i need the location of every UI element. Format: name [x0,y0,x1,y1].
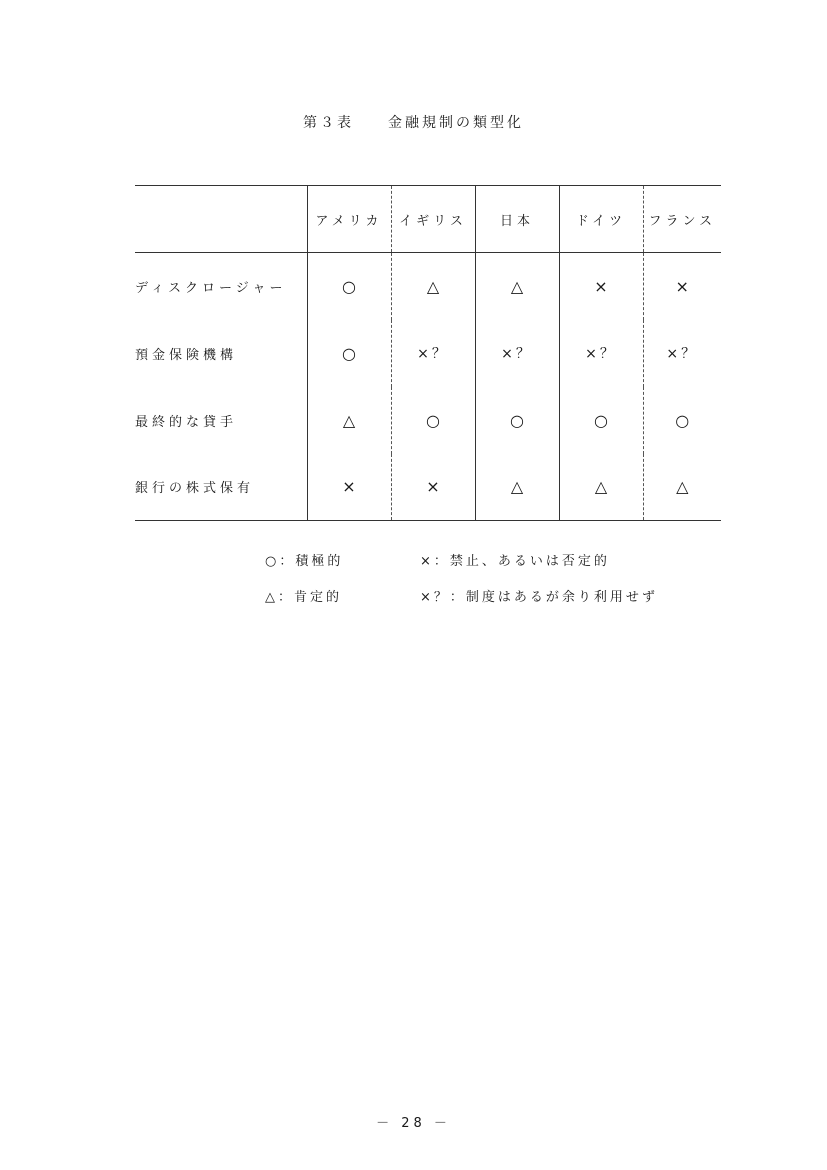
table-row [135,454,721,521]
cell-mark: △ [510,276,524,296]
cell-mark: △ [676,477,689,497]
table-row [135,320,721,387]
cell-mark: △ [594,477,608,497]
cell-mark: ○ [342,343,356,363]
column-header: 日本 [475,186,559,253]
legend-item: ○：積極的 [265,554,344,569]
cell-mark: ×？ [417,346,449,362]
legend-item: △：肯定的 [265,590,342,605]
column-header: フランス [643,186,721,253]
row-label: 銀行の株式保有 [135,454,307,521]
column-header: イギリス [391,186,475,253]
legend [265,544,658,616]
column-header: ドイツ [559,186,643,253]
row-label: ディスクロージャー [135,280,287,296]
cell-mark: ○ [426,410,440,430]
cell-mark: ×？ [585,346,617,362]
cell-mark: ○ [675,410,690,430]
row-label: 最終的な貸手 [135,414,238,430]
page-number: － 28 － [376,1116,451,1131]
cell-mark: △ [426,276,440,296]
corner-cell [135,186,307,253]
cell-mark: × [675,276,689,296]
cell-mark: × [426,477,440,497]
cell-mark: ○ [342,276,356,296]
cell-mark: × [342,477,356,497]
cell-mark: × [594,276,608,296]
regulation-table [135,185,721,521]
cell-mark: ○ [510,410,524,430]
cell-mark: ×？ [501,346,533,362]
legend-row [265,580,658,616]
legend-item: ×：禁止、あるいは否定的 [420,554,610,569]
header-row [135,186,721,253]
cell-mark: ○ [594,410,608,430]
table-row [135,253,721,320]
legend-item: ×？：制度はあるが余り利用せず [420,590,658,605]
row-label: 預金保険機構 [135,347,238,363]
legend-row [265,544,658,580]
table-row [135,387,721,454]
cell-mark: ×？ [666,346,699,362]
table-title: 第３表 金融規制の類型化 [303,115,524,131]
cell-mark: △ [342,410,356,430]
cell-mark: △ [510,477,524,497]
column-header: アメリカ [307,186,391,253]
